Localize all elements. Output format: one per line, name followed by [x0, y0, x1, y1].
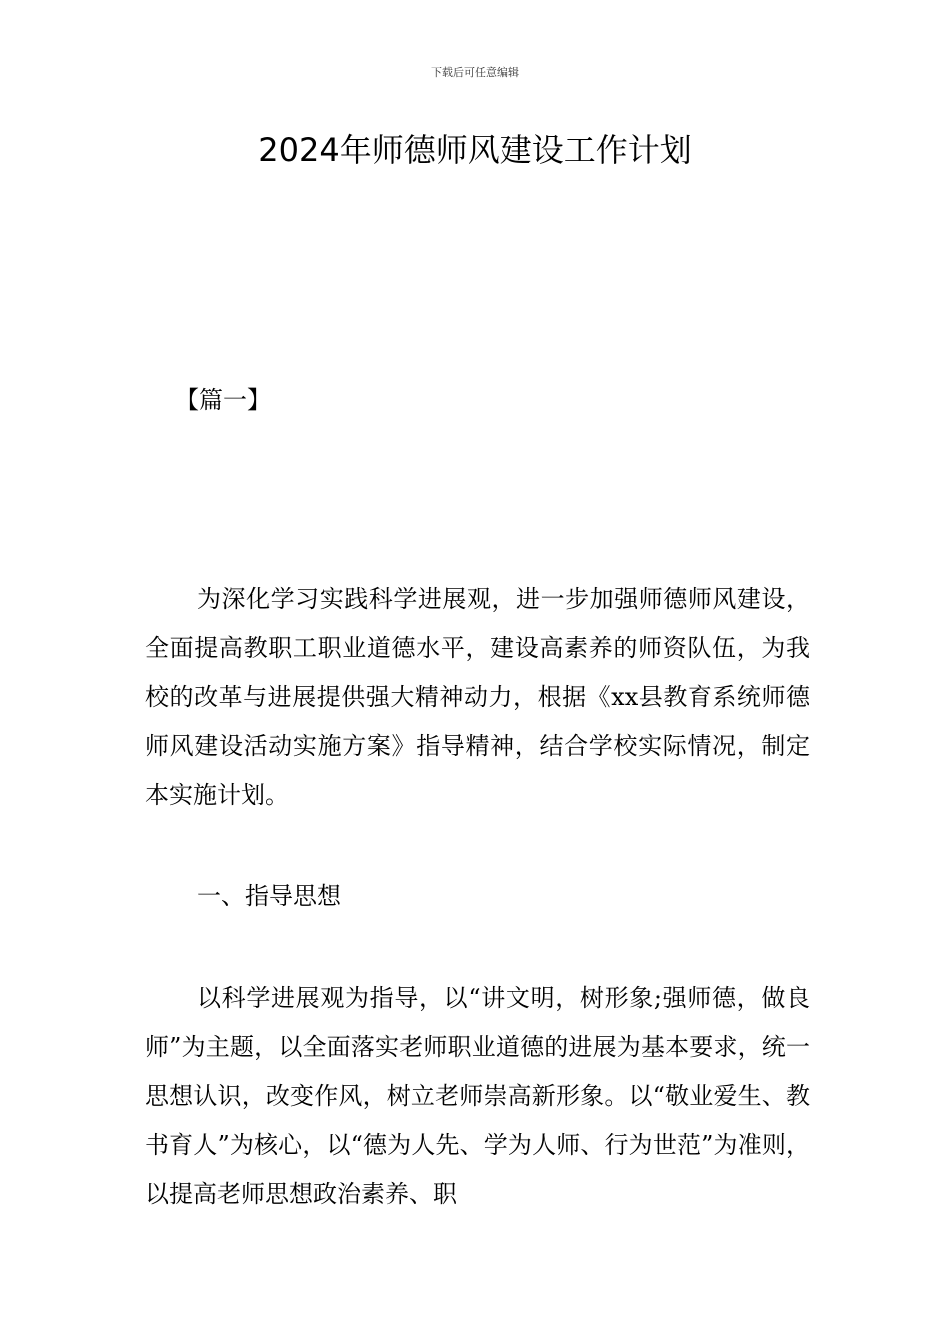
- paragraph-intro: 为深化学习实践科学进展观，进一步加强师德师风建设，全面提高教职工职业道德水平，建设高素养的师资队伍，为我校的改革与进展提供强大精神动力，根据《xx县教育系统师德师风建设活动实施方案》指导精神，结合学校实际情况，制定本实施计划。: [145, 585, 810, 809]
- section-heading-guiding-thought: 一、指导思想: [197, 882, 341, 910]
- section-tag: 【篇一】: [175, 386, 271, 414]
- paragraph-guiding-thought: 以科学进展观为指导，以“讲文明，树形象;强师德，做良师”为主题，以全面落实老师职业道德的进展为基本要求，统一思想认识，改变作风，树立老师崇高新形象。以“敬业爱生、教书育人”为核心，以“德为人先、学为人师、行为世范”为准则，以提高老师思想政治素养、职: [145, 984, 810, 1208]
- header-note: 下载后可任意编辑: [431, 66, 519, 79]
- document-title: 2024年师德师风建设工作计划: [258, 131, 692, 169]
